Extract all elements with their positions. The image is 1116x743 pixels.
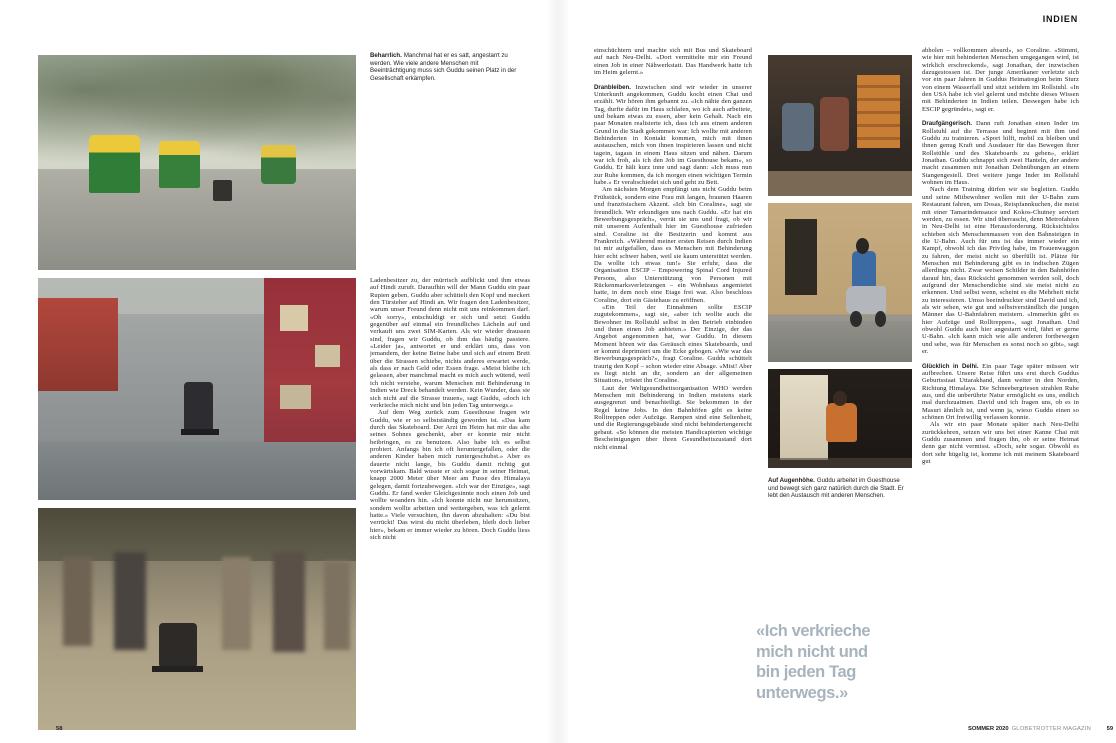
right-page-footer bbox=[968, 726, 1113, 732]
left-photo-caption bbox=[370, 52, 522, 83]
section-label: INDIEN bbox=[1042, 14, 1078, 24]
market-stall-photo bbox=[768, 55, 912, 196]
right-photo-caption bbox=[768, 477, 908, 500]
article-column-2: einschüchtern und machte sich mit Bus und Skateboard auf nach Neu-Delhi. «Dort vermittelte mir ein Freund einen Job in einer Nähwerkstatt. Das Handwerk hatte ich im Heim gelernt.» Dranbleiben. Inzwischen sind wir wieder in unserer Unterkunft angekommen, Guddu kocht einen Chai und erzählt. Wir hören ihm gebannt zu. «Ich nähte den ganzen Tag, durfte dafür im Haus schlafen, wo ich auch arbeitete, und bekam etwas zu essen, aber kein Gehalt. Nach ein paar Monaten realisierte ich, dass ich aus einem anderen Grund in die Stadt gekommen war: Ich wollte mit anderen Behinderten in Kontakt kommen, mich mit ihnen austauschen, mich von ihnen inspirieren lassen und nicht tagein, tagaus in einem Haus sitzen und nähen. Darum war ich froh, als ich den Job im Guesthouse bekam», so Guddu. Er hält kurz inne und sagt dann: «Ich muss nun zur Ruhe kommen, da ich morgen einen wichtigen Termin habe.» Er verabschiedet sich und geht zu Bett. Am nächsten Morgen empfängt uns nicht Guddu beim Frühstück, sondern eine Frau mit langen, braunen Haaren und französischem Akzent. «Ich bin Coraline», sagt sie freundlich. Wir erkundigen uns nach Guddu. «Er hat ein Bewerbungsgespräch», verrät sie uns und fragt, ob wir mit unserem Aufenthalt hier im Guesthouse zufrieden sind. Coraline ist die Besitzerin und kommt aus Frankreich. «Während meiner ersten Reisen durch Indien ist mir aufgefallen, dass es Menschen mit Behinderung hier echt schwer haben, weil sie kaum unterstützt werden. Da wollte ich etwas tun!» Sie erfuhr, dass die Organisation ESCIP – Empowering Spinal Cord Injured Persons, also Unterstützung von Personen mit Rückenmarksverletzungen – ein Wohnhaus angemietet hatte, in dem noch eine Etage frei war. Also beschloss Coraline, dort ein Gästehaus zu eröffnen. «Ein Teil der Einnahmen sollte ESCIP zugutekommen», sagt sie, «aber ich wollte auch die Bewohner im Rollstuhl selbst in den Betrieb einbinden und ihnen einen Job anbieten.» Der Einzige, der das Angebot angenommen hat, war Guddu. In diesem Moment hören wir das Geräusch eines Skateboards, und er kommt deprimiert um die Ecke gebogen. «Wie war das Bewerbungsgespräch?», fragt Coraline. Guddu schüttelt traurig den Kopf – schon wieder eine Absage. «Mist! Aber es liegt nicht an dir, sondern an der allgemeinen Situation», tröstet ihn Coraline. Laut der Weltgesundheitsorganisation WHO werden Menschen mit Behinderung in Indien meistens stark ausgegrenzt und benachteiligt. Sie bekommen in der Regel keine Jobs. In den Bahnhöfen gibt es keine Rolltreppen oder Aufzüge. Rampen sind eine Seltenheit, und die Regierungsgebäude sind nicht behindertengerecht gebaut. «So können die meisten Handicapierten wichtige Bescheinigungen über ihren Gesundheitszustand dort nicht einmal bbox=[594, 47, 752, 451]
caption-text: Manchmal hat er es satt, angestarrt zu werden. Wie viele andere Menschen mit Beeinträchtigung muss sich Guddu seinen Platz in der Gesellschaft erkämpfen. bbox=[370, 52, 517, 83]
doorway-photo bbox=[768, 369, 912, 468]
caption-lead: Auf Augenhöhe. bbox=[768, 477, 815, 484]
paragraph-lead: Glücklich in Delhi. bbox=[922, 362, 979, 370]
scooter-street-photo bbox=[768, 203, 912, 362]
footer-magazine-name: GLOBETROTTER MAGAZIN bbox=[1011, 726, 1091, 732]
footer-issue: SOMMER 2020 bbox=[968, 726, 1009, 732]
rickshaw-street-photo bbox=[38, 55, 356, 270]
paragraph-lead: Draufgängerisch. bbox=[922, 120, 973, 128]
left-page-footer bbox=[56, 726, 62, 732]
skateboard-street-photo bbox=[38, 278, 356, 500]
sitting-crowd-photo bbox=[38, 508, 356, 730]
article-column-3: abholen – vollkommen absurd», so Coraline. «Stimmt, wie hier mit behinderten Menschen umgegangen wird, ist wirklich erschreckend», sagt Jonathan, der inzwischen dazugestossen ist. Der junge Amerikaner verletzte sich vor ein paar Jahren in Guddus Heimatregion beim Sturz von einem Wasserfall und sitzt seitdem im Rollstuhl. «In den USA habe ich viel gelernt und möchte dieses Wissen mit Behinderten in Indien teilen. Deswegen habe ich ESCIP gegründet», sagt er. Draufgängerisch. Dann ruft Jonathan einen Inder im Rollstuhl auf die Terrasse und beginnt mit ihm und Guddu zu trainieren. «Sport hilft, mobil zu bleiben und ihnen genug Kraft und Ausdauer für das Bewegen ihrer Rollstühle und des Skateboards zu geben», erklärt Jonathan. Guddu schnappt sich zwei Hanteln, der andere macht zusammen mit Jonathan Dehnübungen an einem Stangengestell. Drei weitere junge Inder im Rollstuhl wohnen im Haus. Nach dem Training dürfen wir sie begleiten. Guddu und seine Mitbewohner wollen mit der U-Bahn zum Restaurant fahren, um Dosas, Reispfannkuchen, die meist mit einer Tamarindensauce und Kokos-Chutney serviert werden, zu essen. Wir sind überrascht, denn Metrofahren in Neu-Delhi ist eine Herausforderung. Rücksichtslos schieben sich Menschenmassen von den Bahnsteigen in die U-Bahn. Auch für uns ist das immer wieder ein Kampf, obwohl ich das Privileg habe, im Frauenwaggon zu fahren, der meist nicht so überfüllt ist. Plätze für Menschen mit Behinderung gibt es in indischen Zügen allerdings nicht. Zwar weisen Schilder in den Bahnhöfen darauf hin, dass Rücksicht genommen werden soll, doch aufgrund der Menschendichte sind sie meist nicht zu erkennen. Und selbst wenn, scheint es die Mehrheit nicht zu interessieren. Umso beeindruckter sind David und ich, als wir sehen, wie gut und selbstverständlich die jungen Männer das U-Bahnfahren meistern. «Immerhin gibt es hier Aufzüge und Rolltreppen», sagt Jonathan. Und obwohl Guddu auch hier angestarrt wird, fährt er gerne U-Bahn. «Ich kann mich wie alle anderen fortbewegen und sehe, was für Menschen es sonst noch so gibt», sagt er. Glücklich in Delhi. Ein paar Tage später müssen wir aufbrechen. Unsere Reise führt uns erst durch Guddus Geburtsstaat Uttarakhand, dann weiter in den Norden, Richtung Himalaya. Die Schneebergriesen strahlen Ruhe aus, und die unberührte Natur ermöglicht es uns, endlich mal durchzuatmen. David und ich fragen uns, ob es in Masuri ähnlich ist, und wenn ja, wieso Guddu einen so schönen Ort freiwillig verlassen konnte. Als wir ein paar Monate später nach Neu-Delhi zurückkehren, setzen wir uns bei einer Kanne Chai mit Guddu zusammen und fragen ihn, ob er seine Heimat denn gar nicht vermisst. «Doch, sehr sogar. Obwohl es dort sehr hügelig ist, komme ich mit meinem Skateboard gut bbox=[922, 47, 1079, 466]
right-page-number: 59 bbox=[1106, 726, 1114, 732]
caption-lead: Beharrlich. bbox=[370, 52, 402, 59]
pull-quote: «Ich verkrieche mich nicht und bin jeden Tag unterwegs.» bbox=[756, 622, 871, 702]
article-column-1: Ladenbesitzer zu, der mürrisch aufblickt und ihm etwas auf Hindi zuruft. Daraufhin will der Mann Guddu ein paar Rupien geben. Guddu aber schüttelt den Kopf und meckert den Türsteher auf Hindi an. Wir fragen den Ladenbesitzer, warum unser Freund denn nicht mit uns reinkommen darf. «Oh sorry», entschuldigt er sich und setzt Guddu gegenüber auf einmal ein freundliches Lächeln auf und verkauft uns zwei SIM-Karten. Als wir wieder draussen sind, fragen wir Guddu, ob ihm das häufig passiere. «Leider ja», antwortet er und erklärt uns, dass von jemandem, der keine Beine habe und sich auf einem Brett über die Strassen schiebe, nichts anderes erwartet werde, als dass er nach Geld oder Essen frage. «Meist bleibe ich gelassen, aber manchmal macht es mich auch wütend, weil ich nicht verstehe, warum Menschen mit Behinderung in Indien wie Dreck behandelt werden. Kein Wunder, dass sie sich nicht auf die Strasse trauen», sagt Guddu, «doch ich verkrieche mich nicht und bin jeden Tag unterwegs.» Auf dem Weg zurück zum Guesthouse fragen wir Guddu, wie er so selbstständig geworden ist. «Das kam durch das Skateboard. Der Arzt im Heim hat mir das alte seines Sohnes geschenkt, aber er konnte mir nicht beibringen, es zu benutzen. Also habe ich es selbst probiert. Anfangs bin ich oft heruntergefallen, oder die anderen Kinder haben mich runtergeschubst.» Aber es dauerte nicht lange, bis Guddu damit richtig gut vorwärtskam. Bald wusste er sich sogar in seiner Heimat, knapp 2000 Meter über Meer am Fusse des Himalaya gelegen, damit fortzubewegen. «Ich war der Einzige», sagt Guddu. Er fand weder Gleichgesinnte noch einen Job und wollte woanders hin. «Ich konnte nicht nur herumsitzen, sondern wollte arbeiten und weitergeben, was ich gelernt hatte.» Viele versuchten, ihn davon abzuhalten: «Du bist verrückt! Das wirst du nicht überleben, bleib doch lieber hier», bekam er immer wieder zu hören. Doch Guddu liess sich nicht bbox=[370, 277, 530, 542]
paragraph-lead: Dranbleiben. bbox=[594, 83, 631, 91]
left-page-number: 58 bbox=[56, 726, 63, 732]
page-gutter bbox=[546, 0, 570, 743]
caption-text: Guddu arbeitet im Guesthouse und bewegt sich ganz natürlich durch die Stadt. Er lebt den Austausch mit anderen Menschen. bbox=[768, 477, 904, 500]
